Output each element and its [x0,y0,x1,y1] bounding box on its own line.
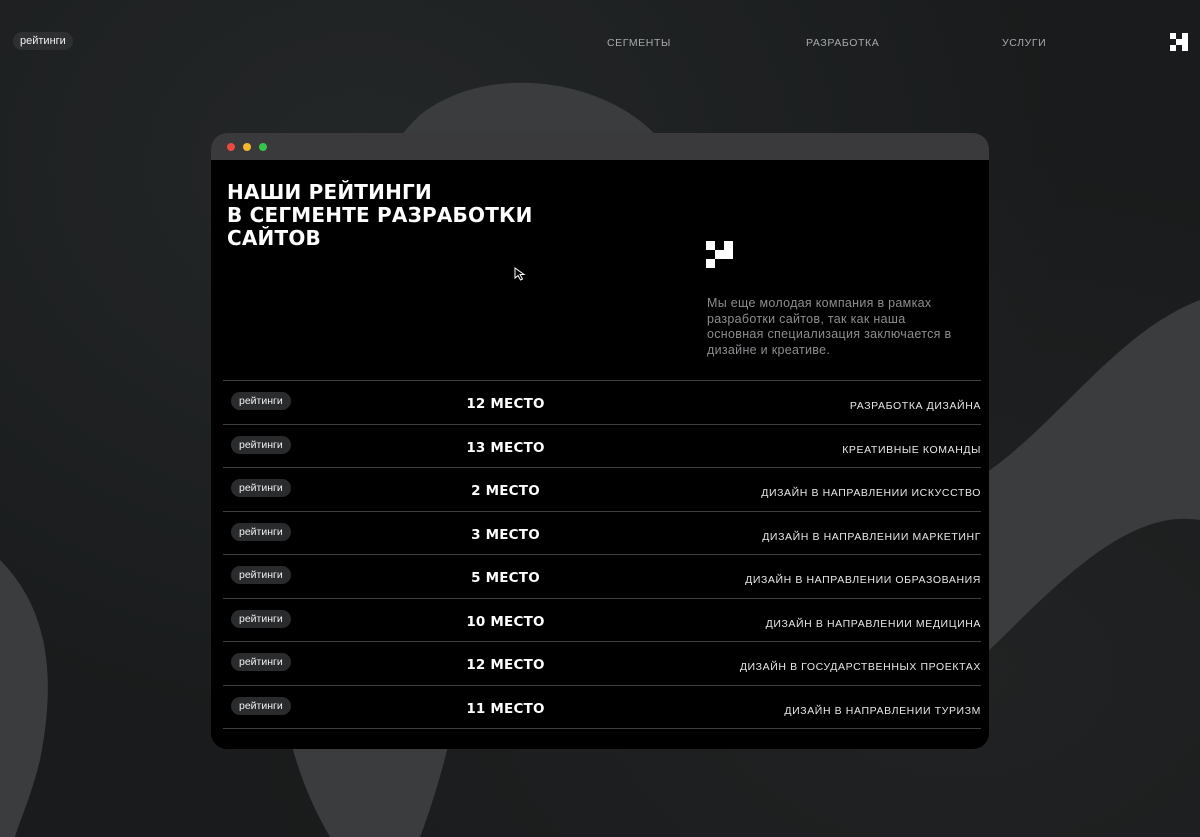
nav-development[interactable]: РАЗРАБОТКА [806,37,880,49]
table-row [223,424,981,468]
ratings-tag[interactable]: рейтинги [231,479,291,497]
rating-place: 13 МЕСТО [466,439,545,456]
ratings-tag[interactable]: рейтинги [231,566,291,584]
rating-category: КРЕАТИВНЫЕ КОМАНДЫ [842,443,981,456]
maximize-dot-icon[interactable] [259,143,267,151]
window-title-bar [211,133,989,160]
page-title [227,181,567,250]
brand-logo-icon[interactable] [1170,33,1188,51]
mouse-cursor-icon [514,267,528,281]
rating-place: 12 МЕСТО [466,657,545,673]
table-row [223,380,981,424]
table-row [223,641,981,685]
rating-place: 2 МЕСТО [471,483,540,499]
rating-category: ДИЗАЙН В НАПРАВЛЕНИИ ТУРИЗМ [784,704,981,717]
ratings-table [223,380,981,729]
company-description: Мы еще молодая компания в рамках разработки сайтов, так как наша основная специализация заключается в дизайне и креативе. [707,296,952,357]
title-line: В СЕГМЕНТЕ РАЗРАБОТКИ [227,203,533,227]
rating-category: ДИЗАЙН В НАПРАВЛЕНИИ МЕДИЦИНА [765,617,981,630]
table-row [223,685,981,730]
rating-place: 12 МЕСТО [466,396,545,412]
top-navigation [0,0,1200,84]
table-row [223,511,981,555]
brand-logo-icon [706,241,734,269]
ratings-tag[interactable]: рейтинги [13,32,73,50]
rating-place: 10 МЕСТО [466,613,545,630]
nav-segments[interactable]: СЕГМЕНТЫ [607,37,671,49]
rating-category: ДИЗАЙН В НАПРАВЛЕНИИ ОБРАЗОВАНИЯ [745,574,981,586]
rating-place: 5 МЕСТО [471,570,540,586]
ratings-tag[interactable]: рейтинги [231,610,291,628]
ratings-tag[interactable]: рейтинги [231,392,291,410]
table-row [223,467,981,511]
table-row [223,554,981,598]
rating-category: ДИЗАЙН В ГОСУДАРСТВЕННЫХ ПРОЕКТАХ [739,661,981,673]
ratings-tag[interactable]: рейтинги [231,436,291,454]
close-dot-icon[interactable] [227,143,235,151]
ratings-tag[interactable]: рейтинги [231,523,291,541]
ratings-tag[interactable]: рейтинги [231,697,291,715]
title-line: САЙТОВ [227,226,321,250]
ratings-tag[interactable]: рейтинги [231,653,291,671]
browser-window [211,133,989,749]
rating-place: 3 МЕСТО [471,526,540,543]
rating-category: ДИЗАЙН В НАПРАВЛЕНИИ МАРКЕТИНГ [762,530,981,543]
title-line: НАШИ РЕЙТИНГИ [227,180,432,204]
nav-services[interactable]: УСЛУГИ [1002,37,1047,49]
rating-place: 11 МЕСТО [466,700,545,717]
minimize-dot-icon[interactable] [243,143,251,151]
rating-category: ДИЗАЙН В НАПРАВЛЕНИИ ИСКУССТВО [761,487,981,499]
table-row [223,598,981,642]
rating-category: РАЗРАБОТКА ДИЗАЙНА [849,400,981,412]
